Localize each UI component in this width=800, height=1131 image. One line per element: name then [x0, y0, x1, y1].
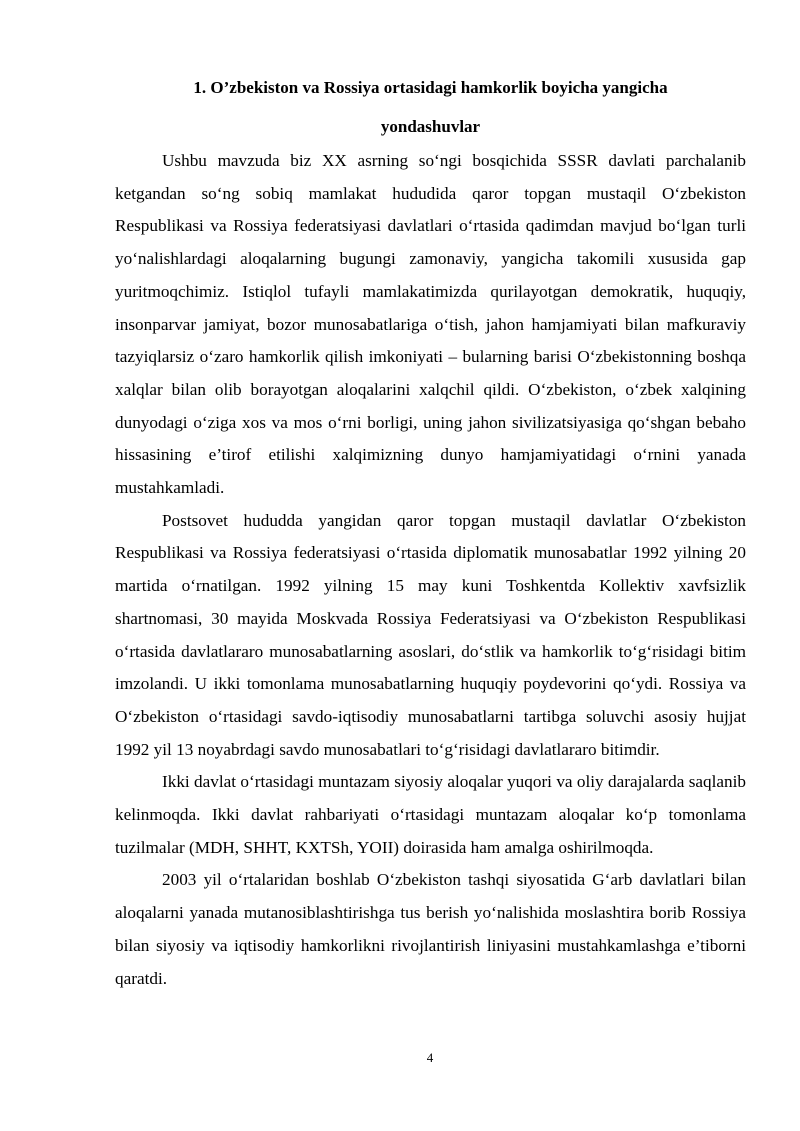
paragraph-4: 2003 yil o‘rtalaridan boshlab O‘zbekiston tashqi siyosatida G‘arb davlatlari bilan aloqalarni yanada mutanosiblashtirishga tus berish yo‘nalishida moslashtira borib Rossiya bilan siyosiy va iqtisodiy hamkorlikni rivojlantirish liniyasini mustahkamlashga e’tiborni qaratdi. — [115, 870, 746, 988]
paragraph-3: Ikki davlat o‘rtasidagi muntazam siyosiy aloqalar yuqori va oliy darajalarda saqlanib kelinmoqda. Ikki davlat rahbariyati o‘rtasidagi muntazam aloqalar ko‘p tomonlama tuzilmalar (MDH, SHHT, KXTSh, YOII) doirasida ham amalga oshirilmoqda. — [115, 772, 746, 857]
page-number: 4 — [426, 1050, 434, 1065]
paragraph-1: Ushbu mavzuda biz XX asrning so‘ngi bosqichida SSSR davlati parchalanib ketgandan so‘ng sobiq mamlakat hududida qaror topgan mustaqil O‘zbekiston Respublikasi va Rossiya federatsiyasi davlatlari o‘rtasida qadimdan mavjud bo‘lgan turli yo‘nalishlardagi aloqalarning bugungi zamonaviy, yangicha takomili xususida gap yuritmoqchimiz. Istiqlol tufayli mamlakatimizda qurilayotgan demokratik, huquqiy, insonparvar jamiyat, bozor munosabatlariga o‘tish, jahon hamjamiyati bilan mafkuraviy tazyiqlarsiz o‘zaro hamkorlik qilish imkoniyati – bularning barisi O‘zbekistonning boshqa xalqlar bilan olib borayotgan aloqalarini xalqchil qildi. O‘zbekiston, o‘zbek xalqining dunyodagi o‘ziga xos va mos o‘rni borligi, uning jahon sivilizatsiyasiga qo‘shgan bebaho hissasining e’tirof etilishi xalqimizning dunyo hamjamiyatidagi o‘rnini yanada mustahkamladi. — [115, 151, 746, 498]
section-heading-line-2: yondashuvlar — [380, 117, 481, 136]
body-text — [115, 145, 746, 995]
section-heading-line-1: 1. O’zbekiston va Rossiya ortasidagi hamkorlik boyicha yangicha — [193, 78, 668, 97]
paragraph-2: Postsovet hududda yangidan qaror topgan mustaqil davlatlar O‘zbekiston Respublikasi va Rossiya federatsiyasi o‘rtasida diplomatik munosabatlar 1992 yilning 20 martida o‘rnatilgan. 1992 yilning 15 may kuni Toshkentda Kollektiv xavfsizlik shartnomasi, 30 mayida Moskvada Rossiya Federatsiyasi va O‘zbekiston Respublikasi o‘rtasida davlatlararo munosabatlarning asoslari, do‘stlik va hamkorlik to‘g‘risidagi bitim imzolandi. U ikki tomonlama munosabatlarning huquqiy poydevorini qo‘ydi. Rossiya va O‘zbekiston o‘rtasidagi savdo-iqtisodiy munosabatlarni tartibga soluvchi asosiy hujjat 1992 yil 13 noyabrdagi savdo munosabatlari to‘g‘risidagi davlatlararo bitimdir. — [115, 510, 746, 759]
